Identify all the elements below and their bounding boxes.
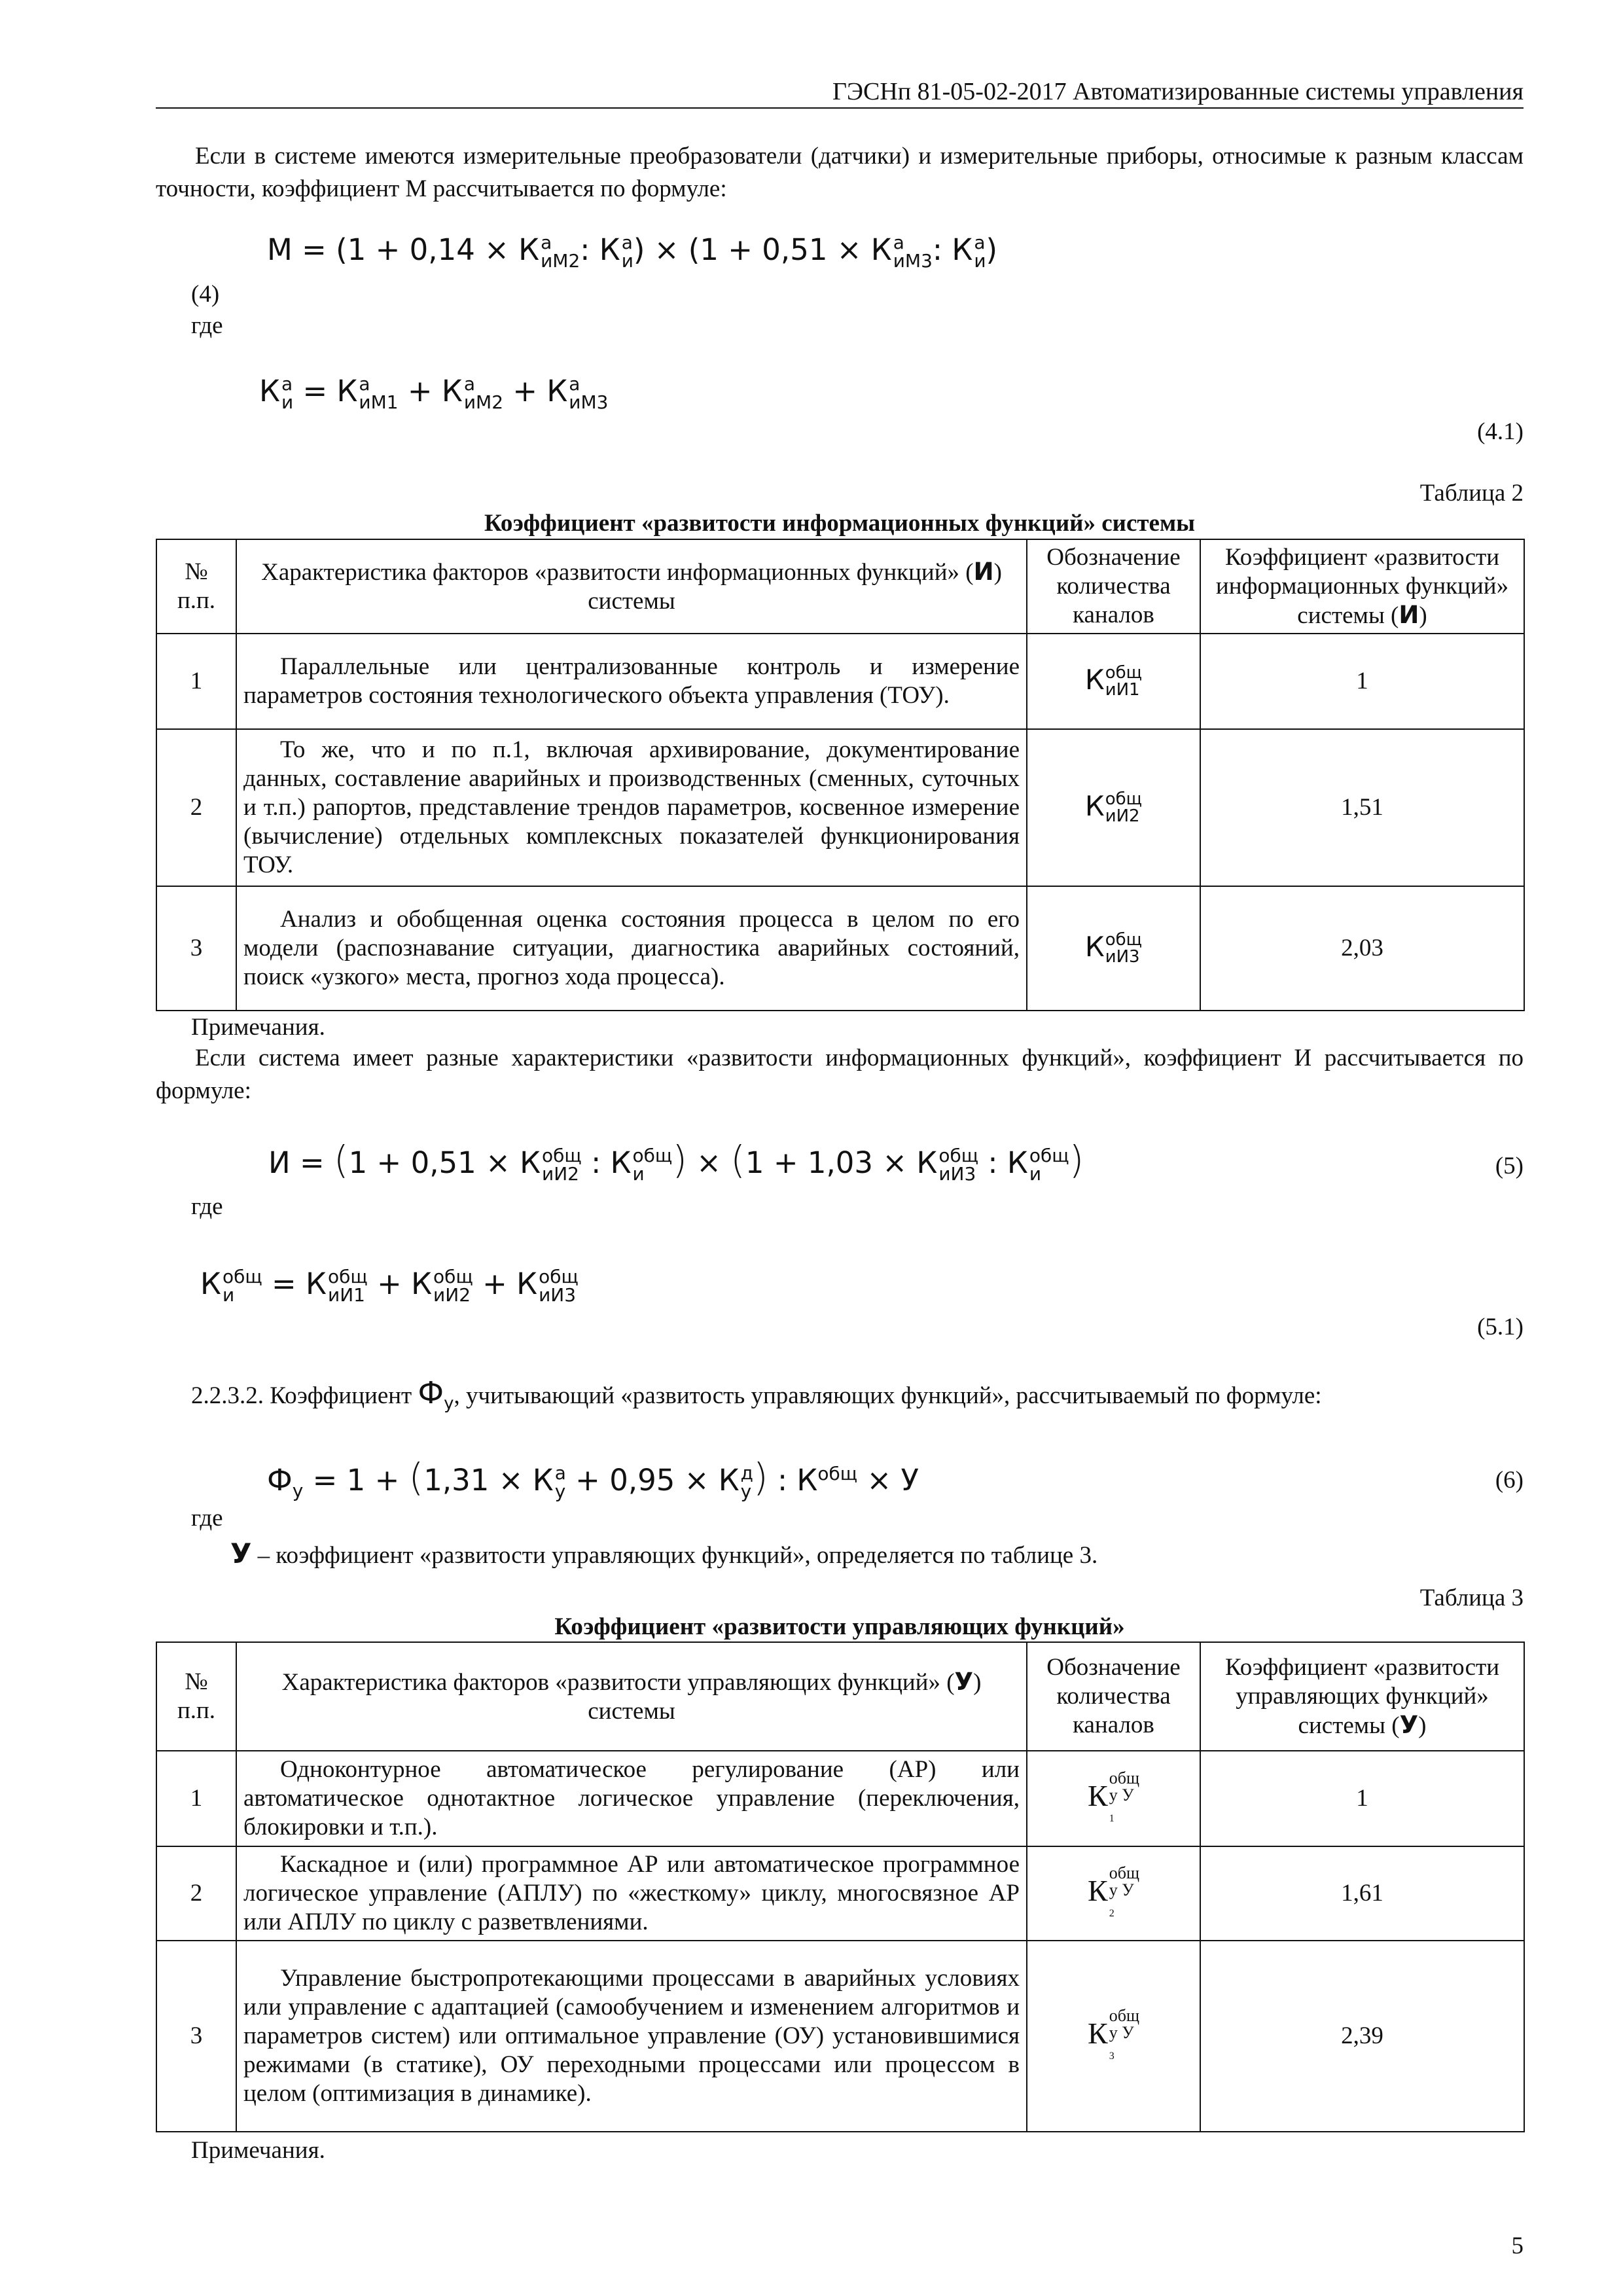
note-paragraph: Если система имеет разные характеристики «развитости информационных функций», коэффициент И рассчитывается по формуле: bbox=[156, 1045, 1524, 1104]
table3-header-desc: Характеристика факторов «развитости управляющих функций» (У) системы bbox=[236, 1642, 1027, 1751]
where-label-2: где bbox=[191, 1193, 223, 1220]
table-row: 3 Управление быстропротекающими процессами в аварийных условиях или управление с адаптацией (самообучением и изменением алгоритмов и параметров систем) или оптимальное управление (ОУ) установившимися режимами (в статике), ОУ переходными процессами или процессом в целом (оптимизация в динамике). К общ у У $_3$ 2,39 bbox=[156, 1941, 1524, 2132]
where-label-3: где bbox=[191, 1505, 223, 1532]
notes-label: Примечания. bbox=[191, 1014, 325, 1041]
table2-title: Коэффициент «развитости информационных функций» системы bbox=[484, 510, 1196, 537]
formula-6-number: (6) bbox=[1495, 1467, 1524, 1494]
where-label: где bbox=[191, 312, 223, 339]
intro-paragraph: Если в системе имеются измерительные преобразователи (датчики) и измерительные приборы, относимые к разным классам точности, коэффициент М рассчитывается по формуле: bbox=[156, 143, 1524, 202]
formula-4: М = (1 + 0,14 × К а иМ2 : К а и ) × (1 + 0,51 × К а иМ3 : К а и ) bbox=[267, 232, 998, 272]
formula-4-1-number: (4.1) bbox=[1477, 418, 1524, 445]
formula-5: И = (1 + 0,51 × К общ иИ2 : К общ и ) × (1 + 1,03 × К общ иИ3 : К общ и ) bbox=[268, 1138, 1084, 1185]
table-row: 1 Параллельные или централизованные контроль и измерение параметров состояния технологического объекта управления (ТОУ). К общ иИ1 1 bbox=[156, 634, 1524, 729]
table2-header-row bbox=[156, 539, 1524, 634]
formula-4-number: (4) bbox=[191, 281, 220, 308]
table2-header-desc: Характеристика факторов «развитости информационных функций» (И) системы bbox=[236, 539, 1027, 634]
table-row: 2 Каскадное и (или) программное АР или автоматическое программное логическое управление (АПЛУ) по «жесткому» циклу, многосвязное АР или АПЛУ по циклу с разветвлениями. К общ у У $_2$ 1,61 bbox=[156, 1846, 1524, 1941]
notes-label-2: Примечания. bbox=[191, 2137, 325, 2164]
table3-header-coef: Коэффициент «развитости управляющих функций» системы (У) bbox=[1200, 1642, 1524, 1751]
table2 bbox=[156, 539, 1525, 1011]
page-number: 5 bbox=[1511, 2233, 1524, 2259]
table3 bbox=[156, 1641, 1525, 2132]
table3-header-designation: Обозначение количества каналов bbox=[1027, 1642, 1200, 1751]
table3-label: Таблица 3 bbox=[1419, 1585, 1524, 1611]
formula-4-1: К а и = К а иМ1 + К а иМ2 + К а иМ3 bbox=[259, 373, 609, 413]
table-row: 2 То же, что и по п.1, включая архивирование, документирование данных, составление аварийных и производственных (сменных, суточных и т.п.) рапортов, представление трендов параметров, косвенное измерение (вычисление) отдельных комплексных показателей функционирования ТОУ. К общ иИ2 1,51 bbox=[156, 729, 1524, 886]
formula-6: $Ф_у = 1 + (1,31 \times К$ а у + 0,95 × К д у ) : $К^{общ} \times У$ bbox=[267, 1455, 919, 1502]
table-row: 1 Одноконтурное автоматическое регулирование (АР) или автоматическое однотактное логическое управление (переключения, блокировки и т.п.). К общ у У $_1$ 1 bbox=[156, 1751, 1524, 1846]
running-header: ГЭСНп 81-05-02-2017 Автоматизированные системы управления bbox=[156, 77, 1524, 109]
section-2-2-3-2: 2.2.3.2. Коэффициент $Ф_у$, учитывающий «развитость управляющих функций», рассчитываемый по формуле: bbox=[191, 1375, 1322, 1414]
table-row: 3 Анализ и обобщенная оценка состояния процесса в целом по его модели (распознавание ситуации, диагностика аварийных состояний, поиск «узкого» места, прогноз хода процесса). К общ иИ3 2,03 bbox=[156, 886, 1524, 1011]
table3-title: Коэффициент «развитости управляющих функций» bbox=[554, 1613, 1125, 1640]
table2-header-designation: Обозначение количества каналов bbox=[1027, 539, 1200, 634]
formula-5-1-number: (5.1) bbox=[1477, 1314, 1524, 1340]
table2-header-coef: Коэффициент «развитости информационных функций» системы (И) bbox=[1200, 539, 1524, 634]
table3-header-row bbox=[156, 1642, 1524, 1751]
u-definition: У – коэффициент «развитости управляющих функций», определяется по таблице 3. bbox=[230, 1537, 1098, 1570]
formula-5-number: (5) bbox=[1495, 1153, 1524, 1179]
formula-5-1: К общ и = К общ иИ1 + К общ иИ2 + К общ иИ3 bbox=[200, 1266, 579, 1306]
table3-header-num: № п.п. bbox=[156, 1642, 236, 1751]
table2-header-num: № п.п. bbox=[156, 539, 236, 634]
table2-label: Таблица 2 bbox=[1419, 480, 1524, 507]
